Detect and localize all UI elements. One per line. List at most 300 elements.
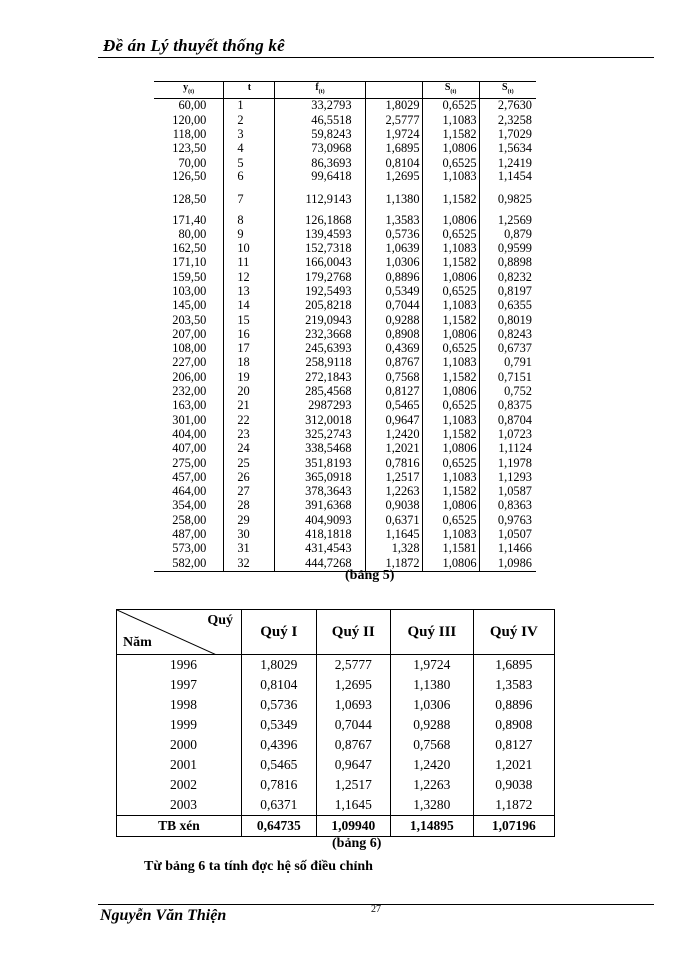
- table-row: [154, 242, 536, 256]
- table-row: [154, 99, 536, 114]
- table-cell: 171,10: [172, 255, 207, 270]
- footer-author: Nguyễn Văn Thiện: [100, 907, 227, 924]
- table-cell: 1,2695: [316, 675, 391, 695]
- table-cell: 1,3280: [391, 795, 474, 816]
- average-cell: 0,64735: [242, 816, 317, 837]
- table-5-caption: (bảng 5): [345, 568, 395, 583]
- table-6-caption: (bảng 6): [332, 836, 382, 851]
- table-cell: 1,1582: [422, 313, 479, 327]
- table-cell: 8: [224, 207, 275, 227]
- table-cell: 4: [224, 142, 275, 156]
- table-cell: 404,9093: [275, 513, 365, 527]
- table-cell: 5: [224, 156, 275, 170]
- table-cell: 0,9647: [316, 755, 391, 775]
- table-cell: 0,8104: [242, 675, 317, 695]
- table-5-col-header: [275, 82, 365, 99]
- table-cell: 391,6368: [275, 499, 365, 513]
- table-cell: 0,5736: [242, 695, 317, 715]
- table-cell: 1,2569: [479, 207, 536, 227]
- table-cell: 126,1868: [275, 207, 365, 227]
- table-cell: 1,0587: [479, 485, 536, 499]
- table-cell: 285,4568: [275, 385, 365, 399]
- table-cell: 19: [224, 370, 275, 384]
- table-cell: 26: [224, 470, 275, 484]
- table-cell: 0,8232: [479, 270, 536, 284]
- table-cell: 1,0306: [365, 256, 422, 270]
- table-cell: 1,0986: [479, 556, 536, 571]
- table-cell: 0,9599: [479, 242, 536, 256]
- table-cell: 31: [224, 542, 275, 556]
- table-cell: 1,0693: [316, 695, 391, 715]
- table-6-col-header: Quý IV: [473, 610, 554, 655]
- table-cell: 0,7151: [479, 370, 536, 384]
- table-cell: 487,00: [172, 527, 207, 542]
- table-cell: 573,00: [172, 541, 207, 556]
- table-cell: 2,3258: [479, 113, 536, 127]
- table-cell: 73,0968: [275, 142, 365, 156]
- table-cell: 0,791: [479, 356, 536, 370]
- average-cell: 1,14895: [391, 816, 474, 837]
- table-cell: 0,5465: [365, 399, 422, 413]
- table-cell: 123,50: [172, 141, 207, 156]
- header-main: f: [315, 82, 319, 93]
- table-cell: 46,5518: [275, 113, 365, 127]
- header-sub: (t): [450, 89, 457, 95]
- table-cell: 1,1645: [316, 795, 391, 816]
- table-cell: 0,7816: [365, 456, 422, 470]
- average-label: TB xén: [117, 816, 242, 837]
- table-cell: 301,00: [172, 412, 207, 427]
- table-row: [154, 442, 536, 456]
- table-cell: 1,1582: [422, 485, 479, 499]
- table-cell: 103,00: [172, 284, 207, 298]
- table-row: [154, 193, 536, 207]
- table-cell: 0,6737: [479, 342, 536, 356]
- table-cell: 1,5634: [479, 142, 536, 156]
- table-cell: 1,1083: [422, 299, 479, 313]
- table-cell: 365,0918: [275, 470, 365, 484]
- table-row: [154, 385, 536, 399]
- header-main: y: [183, 82, 189, 93]
- table-cell: 464,00: [172, 484, 207, 499]
- table-cell: 0,4369: [365, 342, 422, 356]
- table-cell: 1,1083: [422, 242, 479, 256]
- table-cell: 203,50: [172, 312, 207, 327]
- table-cell: 171,40: [172, 212, 207, 227]
- table-cell: 1,1083: [422, 528, 479, 542]
- table-5-col-header: [479, 82, 536, 99]
- table-cell: 1,6895: [473, 655, 554, 676]
- table-cell: 6: [224, 170, 275, 192]
- table-row: [154, 227, 536, 241]
- table-cell: 0,7568: [365, 370, 422, 384]
- table-cell: 1,2420: [365, 428, 422, 442]
- table-row: [154, 456, 536, 470]
- table-row: [154, 113, 536, 127]
- table-cell: 11: [224, 256, 275, 270]
- table-cell: 2987293: [275, 399, 365, 413]
- table-cell: 9: [224, 227, 275, 241]
- table-cell: 0,6371: [365, 513, 422, 527]
- table-cell: 1,0806: [422, 270, 479, 284]
- table-5-col-header: [224, 82, 275, 99]
- table-cell: 1,0806: [422, 556, 479, 571]
- table-cell: 1,3583: [365, 207, 422, 227]
- table-cell: 25: [224, 456, 275, 470]
- table-cell: 86,3693: [275, 156, 365, 170]
- table-cell: 10: [224, 242, 275, 256]
- table-cell: 18: [224, 356, 275, 370]
- header-divider: [98, 57, 654, 58]
- table-cell: 112,9143: [275, 193, 365, 207]
- table-cell: 0,8127: [365, 385, 422, 399]
- table-cell: 17: [224, 342, 275, 356]
- table-cell: 1,0806: [422, 142, 479, 156]
- table-cell: 0,752: [479, 385, 536, 399]
- table-cell: 1,2263: [391, 775, 474, 795]
- table-cell: 108,00: [172, 341, 207, 356]
- table-cell: 2,5777: [365, 113, 422, 127]
- table-cell: 15: [224, 313, 275, 327]
- table-cell: 0,9647: [365, 413, 422, 427]
- table-cell: 59,8243: [275, 128, 365, 142]
- table-cell: 1,1083: [422, 113, 479, 127]
- table-cell: 1,1083: [422, 413, 479, 427]
- table-cell: 582,00: [154, 556, 224, 571]
- table-cell: 0,6371: [242, 795, 317, 816]
- table-cell: 0,7044: [365, 299, 422, 313]
- table-cell: 70,00: [178, 155, 207, 170]
- table-cell: 145,00: [172, 298, 207, 313]
- table-6-col-header: Quý I: [242, 610, 317, 655]
- table-cell: 1,1872: [473, 795, 554, 816]
- table-cell: 0,5349: [365, 285, 422, 299]
- table-row: [154, 356, 536, 370]
- table-cell: 1,2263: [365, 485, 422, 499]
- page-number: 27: [371, 904, 381, 915]
- table-cell: 1,8029: [365, 99, 422, 114]
- table-cell: 0,8908: [365, 327, 422, 341]
- header-sub: (t): [507, 89, 514, 95]
- table-cell: 126,50: [172, 169, 207, 184]
- table-cell: 0,9288: [365, 313, 422, 327]
- table-cell: 1,6895: [365, 142, 422, 156]
- table-cell: 99,6418: [275, 170, 365, 192]
- table-cell: 13: [224, 285, 275, 299]
- table-cell: 0,8127: [473, 735, 554, 755]
- table-5-header: [154, 82, 536, 99]
- table-cell: 2,5777: [316, 655, 391, 676]
- table-cell: 0,9763: [479, 513, 536, 527]
- table-cell: 16: [224, 327, 275, 341]
- table-cell: 1,9724: [391, 655, 474, 676]
- table-row: [154, 142, 536, 156]
- table-cell: 1,1293: [479, 470, 536, 484]
- table-cell: 80,00: [178, 226, 207, 241]
- table-cell: 1,1582: [422, 428, 479, 442]
- table-cell: 2: [224, 113, 275, 127]
- table-row: [154, 399, 536, 413]
- table-cell: 1,1466: [479, 542, 536, 556]
- table-cell: 1,0806: [422, 327, 479, 341]
- table-6: [116, 609, 555, 837]
- table-cell: 1,0639: [365, 242, 422, 256]
- table-cell: 120,00: [172, 112, 207, 127]
- table-cell: 0,6525: [422, 227, 479, 241]
- header-sub: (t): [188, 89, 195, 95]
- table-row: [117, 715, 555, 735]
- table-cell: 206,00: [172, 369, 207, 384]
- table-cell: 0,6525: [422, 285, 479, 299]
- table-cell: 272,1843: [275, 370, 365, 384]
- table-row: [154, 313, 536, 327]
- table-cell: 1,9724: [365, 128, 422, 142]
- table-cell: 354,00: [172, 498, 207, 513]
- table-cell: 0,7568: [391, 735, 474, 755]
- average-row: [117, 816, 555, 837]
- year-cell: 1996: [117, 655, 242, 676]
- table-cell: 0,9825: [479, 193, 536, 207]
- table-cell: 1: [224, 99, 275, 114]
- header-title: Đề án Lý thuyết thống kê: [103, 36, 285, 55]
- table-cell: 351,8193: [275, 456, 365, 470]
- table-cell: 1,1380: [391, 675, 474, 695]
- table-row: [117, 735, 555, 755]
- table-row: [154, 299, 536, 313]
- table-cell: 7: [224, 193, 275, 207]
- table-cell: 33,2793: [275, 99, 365, 114]
- table-cell: 1,1581: [422, 542, 479, 556]
- table-cell: 166,0043: [275, 256, 365, 270]
- table-5-col-header: [422, 82, 479, 99]
- table-cell: 325,2743: [275, 428, 365, 442]
- table-cell: 23: [224, 428, 275, 442]
- table-cell: 232,00: [172, 384, 207, 399]
- table-cell: 275,00: [172, 455, 207, 470]
- table-cell: 0,8704: [479, 413, 536, 427]
- table-cell: 1,1645: [365, 528, 422, 542]
- table-6-col-header: Quý III: [391, 610, 474, 655]
- table-cell: 0,7816: [242, 775, 317, 795]
- table-5: [154, 81, 536, 572]
- table-cell: 0,5465: [242, 755, 317, 775]
- table-cell: 1,1978: [479, 456, 536, 470]
- table-cell: 1,2420: [391, 755, 474, 775]
- table-cell: 207,00: [172, 326, 207, 341]
- table-cell: 232,3668: [275, 327, 365, 341]
- table-cell: 1,0806: [422, 207, 479, 227]
- table-row: [117, 755, 555, 775]
- table-cell: 1,1454: [479, 170, 536, 192]
- table-cell: 0,8375: [479, 399, 536, 413]
- table-cell: 1,2695: [365, 170, 422, 192]
- header-main: t: [247, 82, 252, 93]
- table-cell: 1,1380: [365, 193, 422, 207]
- table-row: [154, 285, 536, 299]
- table-cell: 1,2419: [479, 156, 536, 170]
- year-cell: 2001: [117, 755, 242, 775]
- table-cell: 179,2768: [275, 270, 365, 284]
- body-paragraph: Từ bảng 6 ta tính đợc hệ số điều chỉnh: [144, 859, 373, 874]
- table-row: [154, 470, 536, 484]
- table-cell: 378,3643: [275, 485, 365, 499]
- table-cell: 444,7268: [275, 556, 365, 571]
- header-main: S: [502, 82, 508, 93]
- table-cell: 0,6525: [422, 156, 479, 170]
- table-cell: 192,5493: [275, 285, 365, 299]
- corner-nam-label: Năm: [123, 635, 152, 650]
- header-main: S: [444, 82, 451, 93]
- table-cell: 0,5736: [365, 227, 422, 241]
- table-cell: 0,8104: [365, 156, 422, 170]
- table-cell: 12: [224, 270, 275, 284]
- table-cell: 0,6525: [422, 99, 479, 114]
- table-row: [154, 528, 536, 542]
- average-cell: 1,09940: [316, 816, 391, 837]
- table-cell: 0,6525: [422, 342, 479, 356]
- table-row: [154, 327, 536, 341]
- table-5-body: [154, 99, 536, 572]
- table-cell: 22: [224, 413, 275, 427]
- table-cell: 205,8218: [275, 299, 365, 313]
- table-cell: 0,9038: [365, 499, 422, 513]
- year-cell: 2002: [117, 775, 242, 795]
- table-cell: 1,7029: [479, 128, 536, 142]
- table-cell: 60,00: [178, 98, 207, 113]
- table-cell: 457,00: [172, 469, 207, 484]
- table-row: [154, 207, 536, 227]
- year-cell: 1998: [117, 695, 242, 715]
- table-5-col-header: [154, 82, 224, 99]
- table-cell: 21: [224, 399, 275, 413]
- table-cell: 1,0806: [422, 442, 479, 456]
- table-cell: 0,879: [479, 227, 536, 241]
- table-cell: 338,5468: [275, 442, 365, 456]
- table-cell: 1,0806: [422, 499, 479, 513]
- table-cell: 118,00: [172, 127, 207, 142]
- table-cell: 1,1083: [422, 170, 479, 192]
- table-cell: 0,5349: [242, 715, 317, 735]
- table-cell: 0,9288: [391, 715, 474, 735]
- table-cell: 32: [224, 556, 275, 571]
- table-cell: 1,1872: [365, 556, 422, 571]
- table-cell: 0,8896: [473, 695, 554, 715]
- table-row: [154, 542, 536, 556]
- table-cell: 404,00: [172, 426, 207, 441]
- table-6-body: [117, 655, 555, 837]
- table-cell: 1,0507: [479, 528, 536, 542]
- table-cell: 159,50: [172, 269, 207, 284]
- table-cell: 3: [224, 128, 275, 142]
- table-6-corner-cell: [117, 610, 242, 655]
- table-cell: 1,0306: [391, 695, 474, 715]
- table-row: [154, 485, 536, 499]
- table-cell: 1,3583: [473, 675, 554, 695]
- table-cell: 30: [224, 528, 275, 542]
- table-cell: 152,7318: [275, 242, 365, 256]
- table-cell: 258,9118: [275, 356, 365, 370]
- table-cell: 431,4543: [275, 542, 365, 556]
- corner-quy-label: Quý: [207, 613, 233, 628]
- year-cell: 1997: [117, 675, 242, 695]
- table-row: [154, 342, 536, 356]
- year-cell: 1999: [117, 715, 242, 735]
- table-5-col-header: [365, 82, 422, 99]
- table-cell: 24: [224, 442, 275, 456]
- header-sub: (t): [318, 89, 325, 95]
- table-row: [154, 270, 536, 284]
- table-cell: 163,00: [172, 398, 207, 413]
- table-row: [154, 170, 536, 192]
- table-cell: 0,6525: [422, 513, 479, 527]
- table-cell: 0,4396: [242, 735, 317, 755]
- table-cell: 1,0723: [479, 428, 536, 442]
- table-6-col-header: Quý II: [316, 610, 391, 655]
- table-cell: 418,1818: [275, 528, 365, 542]
- table-row: [117, 655, 555, 676]
- table-cell: 27: [224, 485, 275, 499]
- table-row: [154, 156, 536, 170]
- average-cell: 1,07196: [473, 816, 554, 837]
- table-cell: 128,50: [172, 192, 207, 207]
- table-cell: 407,00: [172, 441, 207, 456]
- table-cell: 219,0943: [275, 313, 365, 327]
- table-cell: 0,6525: [422, 456, 479, 470]
- table-cell: 28: [224, 499, 275, 513]
- table-cell: 1,2021: [365, 442, 422, 456]
- year-cell: 2000: [117, 735, 242, 755]
- table-cell: 312,0018: [275, 413, 365, 427]
- table-cell: 1,1083: [422, 470, 479, 484]
- table-row: [117, 695, 555, 715]
- table-cell: 0,9038: [473, 775, 554, 795]
- table-cell: 0,6525: [422, 399, 479, 413]
- table-row: [117, 795, 555, 816]
- table-6-header: [117, 610, 555, 655]
- table-cell: 2,7630: [479, 99, 536, 114]
- table-cell: 0,8197: [479, 285, 536, 299]
- table-cell: 1,1582: [422, 193, 479, 207]
- table-cell: 1,328: [365, 542, 422, 556]
- table-cell: 0,8243: [479, 327, 536, 341]
- table-cell: 14: [224, 299, 275, 313]
- table-cell: 1,1582: [422, 256, 479, 270]
- table-row: [154, 128, 536, 142]
- table-cell: 1,2517: [365, 470, 422, 484]
- table-cell: 1,2517: [316, 775, 391, 795]
- table-row: [117, 775, 555, 795]
- table-cell: 227,00: [172, 355, 207, 370]
- table-cell: 20: [224, 385, 275, 399]
- table-cell: 1,1582: [422, 128, 479, 142]
- table-row: [154, 370, 536, 384]
- table-cell: 0,8019: [479, 313, 536, 327]
- table-row: [154, 256, 536, 270]
- table-cell: 139,4593: [275, 227, 365, 241]
- table-cell: 1,1124: [479, 442, 536, 456]
- table-row: [154, 499, 536, 513]
- table-cell: 1,2021: [473, 755, 554, 775]
- table-cell: 1,8029: [242, 655, 317, 676]
- year-cell: 2003: [117, 795, 242, 816]
- table-cell: 1,1582: [422, 370, 479, 384]
- table-cell: 162,50: [172, 241, 207, 256]
- table-cell: 0,6355: [479, 299, 536, 313]
- table-cell: 0,8896: [365, 270, 422, 284]
- table-row: [154, 428, 536, 442]
- table-row: [154, 513, 536, 527]
- table-cell: 0,8908: [473, 715, 554, 735]
